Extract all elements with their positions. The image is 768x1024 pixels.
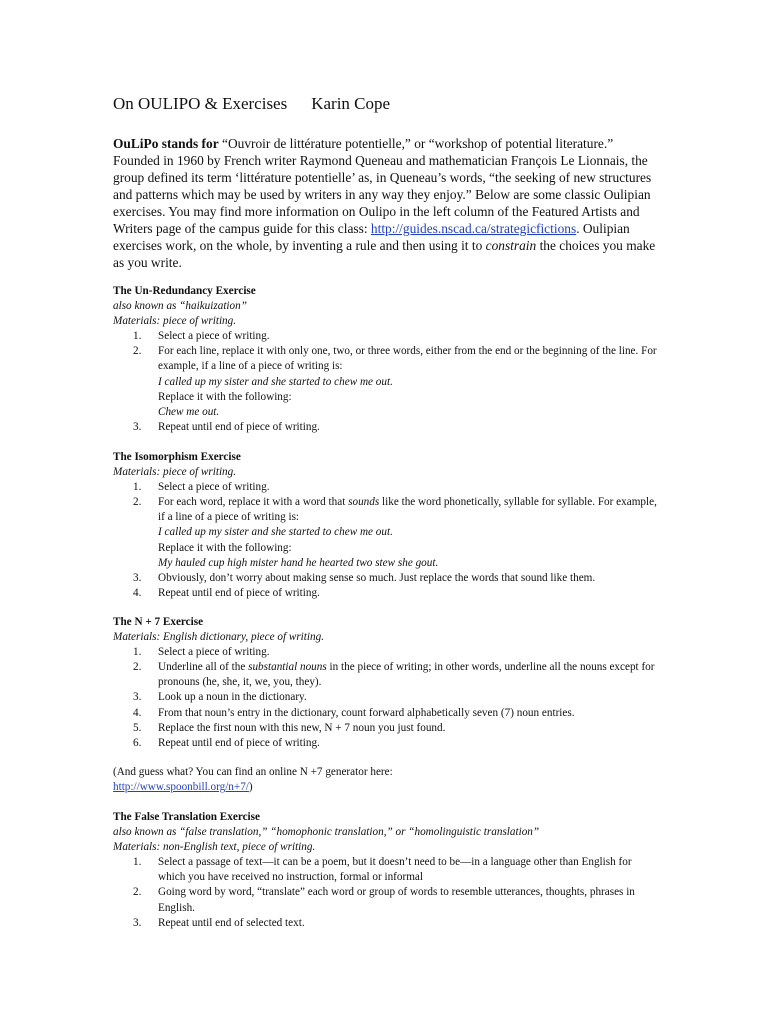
list-item: 2. Going word by word, “translate” each word or group of words to resemble utterances, thoughts, phrases in English. [133,886,635,914]
intro-text-3: the choices you make as you write. [113,238,656,270]
exercise-materials: Materials: piece of writing. [113,315,237,328]
exercise-aka: also known as “false translation,” “homophonic translation,” or “homolinguistic translation” [113,826,540,839]
list-item: 1. Select a piece of writing. [133,330,270,343]
intro-lead: OuLiPo stands for [113,136,219,151]
list-item: 3. Obviously, don’t worry about making sense so much. Just replace the words that sound like them. [133,571,596,584]
note-text: (And guess what? You can find an online N +7 generator here: [113,766,393,778]
list-item: 1. Select a passage of text—it can be a poem, but it doesn’t need to be—in a language other than English for which you have received no instruction, formal or informal [133,856,632,884]
intro-text-2: . Oulipian exercises work, on the whole, by inventing a rule and then using it to [113,221,630,253]
list-item: 4. From that noun’s entry in the dictionary, count forward alphabetically seven (7) noun entries. [133,706,575,719]
list-item: 2. Underline all of the substantial nouns in the piece of writing; in other words, underline all the nouns except for pronouns (he, she, it, we, you, they). [133,661,655,689]
list-item: 1. Select a piece of writing. [133,481,270,494]
exercise-steps [113,480,658,601]
example-line: I called up my sister and she started to chew me out. [158,375,393,388]
generator-link[interactable]: http://www.spoonbill.org/n+7/ [113,781,249,794]
exercise-heading: The False Translation Exercise [113,811,260,823]
exercise-un-redundancy [113,284,658,435]
list-item: 6. Repeat until end of piece of writing. [133,736,320,749]
exercise-heading: The N + 7 Exercise [113,616,204,628]
author-name: Karin Cope [311,94,391,113]
replace-line: Replace it with the following: [158,390,292,403]
exercise-heading: The Isomorphism Exercise [113,451,241,463]
intro-paragraph [113,135,658,271]
exercise-aka: also known as “haikuization” [113,300,247,313]
list-item: 2. For each word, replace it with a word that sounds like the word phonetically, syllable for syllable. For example, if a line of a piece of writing is: I called up my sister and she started to chew me out. Replace it with the following: My hauled cup high mister hand he hearted two stew she gout. [113,495,658,570]
page-title [113,93,390,115]
list-item: 3. Repeat until end of piece of writing. [133,420,320,433]
exercise-materials: Materials: English dictionary, piece of writing. [113,631,324,644]
exercise-materials: Materials: non-English text, piece of writing. [113,841,316,854]
replace-line: Replace it with the following: [158,541,292,554]
list-item: 4. Repeat until end of piece of writing. [133,586,320,599]
list-item: 1. Select a piece of writing. [133,646,270,659]
intro-text-1: “Ouvroir de littérature potentielle,” or “workshop of potential literature.” Founded in 1960 by French writer Raymond Queneau and mathematician François Le Lionnais, the group defined its term ‘littérature potentielle’ as, in Queneau’s words, “the seeking of new structures and patterns which may be used by writers in any way they enjoy.” Below are some classic Oulipian exercises. You may find more information on Oulipo in the left column of the Featured Artists and Writers page of the campus guide for this class: [113,136,652,236]
list-item: 3. Repeat until end of selected text. [133,916,305,929]
list-item: 2. For each line, replace it with only one, two, or three words, either from the end or the beginning of the line. For example, if a line of a piece of writing is: I called up my sister and she started to chew me out. Replace it with the following: Chew me out. [113,344,658,419]
result-line: Chew me out. [158,405,220,418]
note-close: ) [248,781,253,794]
exercise-steps [113,855,658,930]
exercise-steps [113,329,658,435]
result-line: My hauled cup high mister hand he hearted two stew she gout. [158,556,439,569]
exercise-n-plus-7 [113,615,658,751]
list-item: 5. Replace the first noun with this new, N + 7 noun you just found. [133,721,446,734]
generator-note [113,765,658,795]
guide-link[interactable]: http://guides.nscad.ca/strategicfictions [370,221,577,236]
example-line: I called up my sister and she started to chew me out. [158,526,393,539]
list-item: 3. Look up a noun in the dictionary. [133,691,307,704]
exercise-steps [113,645,658,751]
exercise-false-translation [113,810,658,931]
exercise-materials: Materials: piece of writing. [113,466,237,479]
exercise-isomorphism [113,450,658,601]
title-text: On OULIPO & Exercises [113,94,288,113]
intro-emphasis: constrain [485,238,537,253]
exercise-heading: The Un-Redundancy Exercise [113,285,256,297]
